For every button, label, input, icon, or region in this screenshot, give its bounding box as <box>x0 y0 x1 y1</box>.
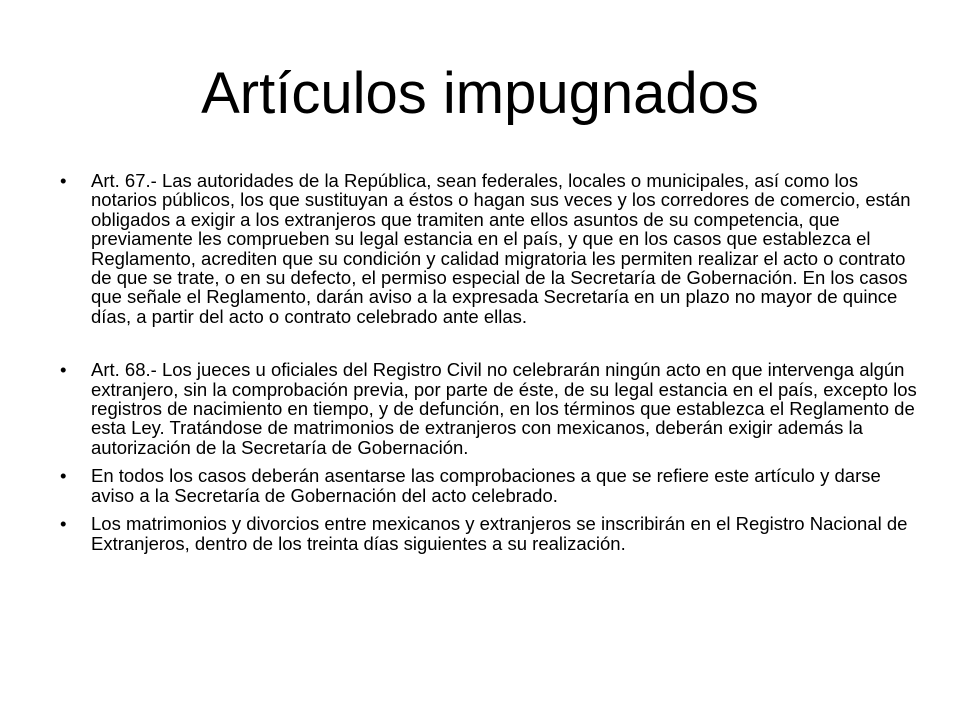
bullet-text: Art. 67.- Las autoridades de la República, sean federales, locales o municipales, así como los notarios públicos, los que sustituyan a éstos o hagan sus veces y los corredores de comercio, están obligados a exigir a los extranjeros que tramiten ante ellos asuntos de su competencia, que previamente les comprueben su legal estancia en el país, y que en los casos que establezca el Reglamento, acrediten que su condición y calidad migratoria les permiten realizar el acto o contrato de que se trate, o en su defecto, el permiso especial de la Secretaría de Gobernación. En los casos que señale el Reglamento, darán aviso a la expresada Secretaría en un plazo no mayor de quince días, a partir del acto o contrato celebrado ante ellas. <box>91 170 911 327</box>
bullet-list <box>60 171 920 553</box>
bullet-item-matrimonios <box>60 514 920 553</box>
bullet-item-comprobaciones <box>60 466 920 505</box>
bullet-text: Art. 68.- Los jueces u oficiales del Registro Civil no celebrarán ningún acto en que intervenga algún extranjero, sin la comprobación previa, por parte de éste, de su legal estancia en el país, excepto los registros de nacimiento en tiempo, y de defunción, en los términos que establezca el Reglamento de esta Ley. Tratándose de matrimonios de extranjeros con mexicanos, deberán exigir además la autorización de la Secretaría de Gobernación. <box>91 359 917 458</box>
slide-title: Artículos impugnados <box>201 61 759 126</box>
bullet-icon: • <box>60 513 67 535</box>
bullet-icon: • <box>60 170 67 191</box>
bullet-icon: • <box>60 359 67 381</box>
bullet-item-art-67 <box>60 171 920 326</box>
bullet-icon: • <box>60 465 67 487</box>
bullet-text: En todos los casos deberán asentarse las comprobaciones a que se refiere este artículo y darse aviso a la Secretaría de Gobernación del acto celebrado. <box>91 465 881 506</box>
bullet-text: Los matrimonios y divorcios entre mexicanos y extranjeros se inscribirán en el Registro Nacional de Extranjeros, dentro de los treinta días siguientes a su realización. <box>91 513 908 554</box>
bullet-item-art-68 <box>60 360 920 457</box>
